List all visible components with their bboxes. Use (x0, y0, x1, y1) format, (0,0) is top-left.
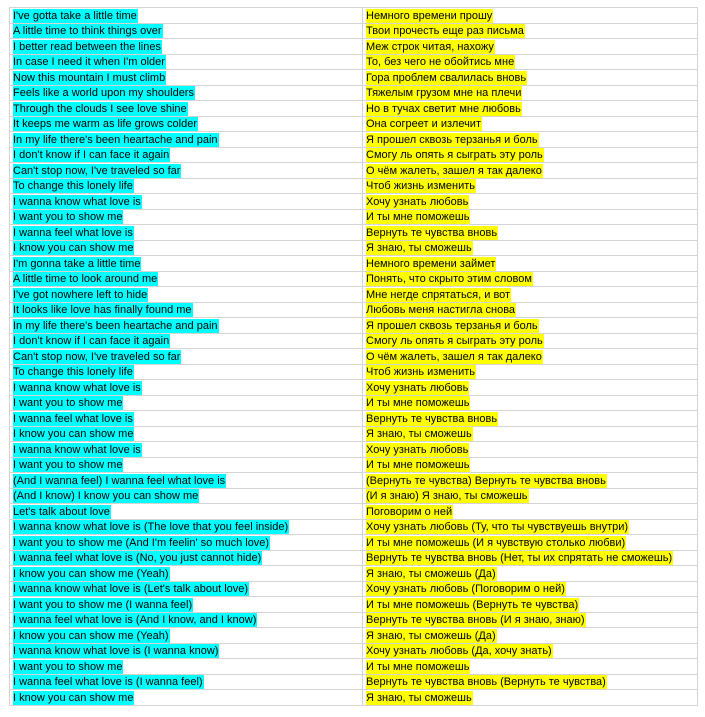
english-lyric-text: I wanna feel what love is (I wanna feel) (13, 676, 203, 688)
cell-english[interactable] (10, 550, 363, 566)
cell-russian[interactable] (363, 39, 698, 55)
english-lyric-text: To change this lonely life (13, 366, 133, 378)
english-lyric-text: I want you to show me (And I'm feelin' so much love) (13, 536, 270, 549)
english-lyric-text: Now this mountain I must climb (13, 71, 166, 84)
cell-english[interactable] (10, 426, 363, 442)
cell-russian[interactable] (363, 256, 698, 272)
table-row (10, 411, 698, 427)
russian-translation-text: Любовь меня настигла снова (366, 304, 516, 316)
cell-english[interactable] (10, 690, 363, 706)
cell-russian[interactable] (363, 318, 698, 334)
cell-english[interactable] (10, 23, 363, 39)
english-lyric-text: I know you can show me (Yeah) (13, 567, 169, 580)
lyrics-table (9, 7, 698, 706)
english-lyric-text: I wanna feel what love is (13, 412, 133, 425)
table-row (10, 349, 698, 365)
english-lyric-text: I don't know if I can face it again (13, 335, 170, 347)
table-row (10, 116, 698, 132)
table-row (10, 380, 698, 396)
russian-translation-text: Немного времени займет (366, 257, 496, 270)
russian-translation-text: О чём жалеть, зашел я так далеко (366, 164, 542, 177)
cell-russian[interactable] (363, 349, 698, 365)
cell-russian[interactable] (363, 628, 698, 644)
cell-english[interactable] (10, 318, 363, 334)
table-row (10, 209, 698, 225)
cell-english[interactable] (10, 519, 363, 535)
table-row (10, 566, 698, 582)
russian-translation-text: Я знаю, ты сможешь (366, 242, 472, 254)
cell-russian[interactable] (363, 690, 698, 706)
english-lyric-text: A little time to look around me (13, 273, 158, 285)
cell-english[interactable] (10, 488, 363, 504)
russian-translation-text: Я прошел сквозь терзанья и боль (366, 133, 538, 146)
cell-english[interactable] (10, 116, 363, 132)
english-lyric-text: Can't stop now, I've traveled so far (13, 164, 181, 177)
english-lyric-text: Can't stop now, I've traveled so far (13, 350, 181, 363)
cell-english[interactable] (10, 240, 363, 256)
cell-english[interactable] (10, 612, 363, 628)
cell-english[interactable] (10, 39, 363, 55)
cell-russian[interactable] (363, 147, 698, 163)
english-lyric-text: I wanna know what love is (13, 195, 141, 208)
cell-russian[interactable] (363, 597, 698, 613)
english-lyric-text: A little time to think things over (13, 25, 162, 37)
russian-translation-text: То, без чего не обойтись мне (366, 56, 515, 68)
russian-translation-text: Я знаю, ты сможешь (366, 691, 472, 704)
russian-translation-text: (И я знаю) Я знаю, ты сможешь (366, 490, 528, 502)
english-lyric-text: I want you to show me (13, 459, 123, 471)
russian-translation-text: (Вернуть те чувства) Вернуть те чувства вновь (366, 474, 606, 487)
cell-russian[interactable] (363, 581, 698, 597)
russian-translation-text: И ты мне поможешь (И я чувствую столько любви) (366, 536, 626, 549)
russian-translation-text: Вернуть те чувства вновь (Вернуть те чувства) (366, 676, 606, 688)
spreadsheet-sheet (9, 7, 697, 706)
cell-english[interactable] (10, 209, 363, 225)
english-lyric-text: I better read between the lines (13, 40, 161, 53)
russian-translation-text: Меж строк читая, нахожу (366, 40, 494, 53)
russian-translation-text: И ты мне поможешь (366, 397, 470, 409)
table-row (10, 54, 698, 70)
cell-english[interactable] (10, 302, 363, 318)
table-row (10, 287, 698, 303)
english-lyric-text: (And I know) I know you can show me (13, 490, 199, 502)
russian-translation-text: О чём жалеть, зашел я так далеко (366, 350, 542, 363)
russian-translation-text: Вернуть те чувства вновь (366, 412, 498, 425)
table-row (10, 519, 698, 535)
cell-english[interactable] (10, 674, 363, 690)
table-row (10, 659, 698, 675)
russian-translation-text: Я знаю, ты сможешь (366, 428, 472, 440)
cell-english[interactable] (10, 194, 363, 210)
table-row (10, 333, 698, 349)
english-lyric-text: Let's talk about love (13, 505, 110, 518)
cell-russian[interactable] (363, 163, 698, 179)
table-row (10, 442, 698, 458)
english-lyric-text: I wanna know what love is (The love that you feel inside) (13, 521, 289, 533)
cell-russian[interactable] (363, 209, 698, 225)
cell-english[interactable] (10, 349, 363, 365)
english-lyric-text: Feels like a world upon my shoulders (13, 87, 194, 99)
russian-translation-text: Хочу узнать любовь (Да, хочу знать) (366, 645, 552, 657)
table-row (10, 643, 698, 659)
cell-english[interactable] (10, 473, 363, 489)
table-row (10, 612, 698, 628)
english-lyric-text: I'm gonna take a little time (13, 257, 141, 270)
table-row (10, 39, 698, 55)
table-row (10, 488, 698, 504)
cell-english[interactable] (10, 271, 363, 287)
english-lyric-text: I want you to show me (13, 397, 123, 409)
cell-english[interactable] (10, 178, 363, 194)
english-lyric-text: In my life there's been heartache and pain (13, 319, 218, 332)
russian-translation-text: И ты мне поможешь (366, 211, 470, 223)
russian-translation-text: Вернуть те чувства вновь (366, 226, 498, 239)
russian-translation-text: Смогу ль опять я сыграть эту роль (366, 149, 543, 161)
english-lyric-text: I know you can show me (13, 691, 134, 704)
cell-russian[interactable] (363, 442, 698, 458)
table-row (10, 70, 698, 86)
cell-russian[interactable] (363, 54, 698, 70)
russian-translation-text: Твои прочесть еще раз письма (366, 25, 524, 37)
table-row (10, 628, 698, 644)
cell-english[interactable] (10, 442, 363, 458)
russian-translation-text: Я знаю, ты сможешь (Да) (366, 629, 496, 642)
cell-english[interactable] (10, 8, 363, 24)
cell-english[interactable] (10, 287, 363, 303)
cell-english[interactable] (10, 163, 363, 179)
cell-russian[interactable] (363, 132, 698, 148)
russian-translation-text: Мне негде спрятаться, и вот (366, 288, 511, 301)
russian-translation-text: Она согреет и излечит (366, 118, 481, 130)
cell-russian[interactable] (363, 8, 698, 24)
cell-russian[interactable] (363, 23, 698, 39)
table-row (10, 473, 698, 489)
table-row (10, 256, 698, 272)
russian-translation-text: Поговорим о ней (366, 505, 453, 518)
english-lyric-text: I wanna feel what love is (No, you just cannot hide) (13, 552, 262, 564)
cell-russian[interactable] (363, 333, 698, 349)
lyrics-table-body (10, 8, 698, 706)
english-lyric-text: I know you can show me (Yeah) (13, 629, 169, 642)
russian-translation-text: Хочу узнать любовь (366, 443, 469, 456)
table-row (10, 178, 698, 194)
table-row (10, 240, 698, 256)
cell-english[interactable] (10, 380, 363, 396)
russian-translation-text: Тяжелым грузом мне на плечи (366, 87, 522, 99)
cell-english[interactable] (10, 566, 363, 582)
cell-russian[interactable] (363, 116, 698, 132)
table-row (10, 271, 698, 287)
cell-english[interactable] (10, 85, 363, 101)
english-lyric-text: I wanna feel what love is (And I know, and I know) (13, 614, 257, 626)
cell-english[interactable] (10, 457, 363, 473)
english-lyric-text: I know you can show me (13, 428, 134, 440)
cell-english[interactable] (10, 225, 363, 241)
cell-english[interactable] (10, 659, 363, 675)
english-lyric-text: It looks like love has finally found me (13, 304, 192, 316)
cell-english[interactable] (10, 411, 363, 427)
table-row (10, 163, 698, 179)
cell-russian[interactable] (363, 271, 698, 287)
russian-translation-text: Чтоб жизнь изменить (366, 180, 475, 192)
english-lyric-text: In case I need it when I'm older (13, 56, 165, 68)
russian-translation-text: Хочу узнать любовь (Поговорим о ней) (366, 583, 565, 595)
english-lyric-text: Through the clouds I see love shine (13, 102, 187, 115)
cell-english[interactable] (10, 643, 363, 659)
cell-russian[interactable] (363, 643, 698, 659)
table-row (10, 426, 698, 442)
russian-translation-text: И ты мне поможешь (366, 660, 470, 673)
cell-russian[interactable] (363, 473, 698, 489)
table-row (10, 132, 698, 148)
cell-russian[interactable] (363, 194, 698, 210)
cell-russian[interactable] (363, 395, 698, 411)
russian-translation-text: И ты мне поможешь (366, 459, 470, 471)
cell-english[interactable] (10, 535, 363, 551)
english-lyric-text: It keeps me warm as life grows colder (13, 118, 198, 130)
cell-russian[interactable] (363, 380, 698, 396)
russian-translation-text: Понять, что скрыто этим словом (366, 273, 532, 285)
table-row (10, 597, 698, 613)
english-lyric-text: (And I wanna feel) I wanna feel what love is (13, 474, 226, 487)
cell-russian[interactable] (363, 411, 698, 427)
russian-translation-text: Вернуть те чувства вновь (И я знаю, знаю) (366, 614, 585, 626)
cell-russian[interactable] (363, 70, 698, 86)
cell-russian[interactable] (363, 488, 698, 504)
english-lyric-text: I wanna know what love is (I wanna know) (13, 645, 219, 657)
table-row (10, 674, 698, 690)
cell-russian[interactable] (363, 178, 698, 194)
table-row (10, 8, 698, 24)
russian-translation-text: Я знаю, ты сможешь (Да) (366, 567, 496, 580)
table-row (10, 581, 698, 597)
cell-english[interactable] (10, 101, 363, 117)
english-lyric-text: I want you to show me (I wanna feel) (13, 598, 193, 611)
russian-translation-text: И ты мне поможешь (Вернуть те чувства) (366, 598, 579, 611)
table-row (10, 395, 698, 411)
table-row (10, 457, 698, 473)
cell-russian[interactable] (363, 674, 698, 690)
cell-russian[interactable] (363, 85, 698, 101)
table-row (10, 690, 698, 706)
russian-translation-text: Но в тучах светит мне любовь (366, 102, 521, 115)
cell-english[interactable] (10, 70, 363, 86)
cell-russian[interactable] (363, 535, 698, 551)
english-lyric-text: I know you can show me (13, 242, 134, 254)
russian-translation-text: Хочу узнать любовь (366, 195, 469, 208)
russian-translation-text: Смогу ль опять я сыграть эту роль (366, 335, 543, 347)
cell-russian[interactable] (363, 519, 698, 535)
english-lyric-text: I want you to show me (13, 211, 123, 223)
cell-russian[interactable] (363, 457, 698, 473)
cell-english[interactable] (10, 364, 363, 380)
cell-russian[interactable] (363, 225, 698, 241)
cell-russian[interactable] (363, 566, 698, 582)
cell-english[interactable] (10, 333, 363, 349)
cell-russian[interactable] (363, 287, 698, 303)
russian-translation-text: Я прошел сквозь терзанья и боль (366, 319, 538, 332)
table-row (10, 147, 698, 163)
english-lyric-text: I wanna know what love is (Let's talk about love) (13, 583, 249, 595)
cell-english[interactable] (10, 132, 363, 148)
cell-russian[interactable] (363, 302, 698, 318)
cell-russian[interactable] (363, 101, 698, 117)
russian-translation-text: Хочу узнать любовь (366, 381, 469, 394)
cell-russian[interactable] (363, 550, 698, 566)
table-row (10, 23, 698, 39)
cell-english[interactable] (10, 147, 363, 163)
cell-russian[interactable] (363, 364, 698, 380)
cell-english[interactable] (10, 395, 363, 411)
russian-translation-text: Вернуть те чувства вновь (Нет, ты их спрятать не сможешь) (366, 552, 673, 564)
table-row (10, 225, 698, 241)
english-lyric-text: I wanna know what love is (13, 381, 141, 394)
cell-russian[interactable] (363, 426, 698, 442)
russian-translation-text: Чтоб жизнь изменить (366, 366, 475, 378)
table-row (10, 101, 698, 117)
table-row (10, 364, 698, 380)
cell-russian[interactable] (363, 612, 698, 628)
cell-english[interactable] (10, 628, 363, 644)
table-row (10, 550, 698, 566)
english-lyric-text: I wanna know what love is (13, 443, 141, 456)
cell-english[interactable] (10, 54, 363, 70)
table-row (10, 504, 698, 520)
russian-translation-text: Гора проблем свалилась вновь (366, 71, 527, 84)
cell-english[interactable] (10, 256, 363, 272)
english-lyric-text: I want you to show me (13, 660, 123, 673)
cell-russian[interactable] (363, 659, 698, 675)
english-lyric-text: In my life there's been heartache and pain (13, 133, 218, 146)
english-lyric-text: I've got nowhere left to hide (13, 288, 148, 301)
english-lyric-text: To change this lonely life (13, 180, 133, 192)
table-row (10, 302, 698, 318)
russian-translation-text: Немного времени прошу (366, 9, 493, 22)
table-row (10, 535, 698, 551)
english-lyric-text: I don't know if I can face it again (13, 149, 170, 161)
cell-english[interactable] (10, 581, 363, 597)
table-row (10, 318, 698, 334)
table-row (10, 85, 698, 101)
cell-russian[interactable] (363, 504, 698, 520)
table-row (10, 194, 698, 210)
english-lyric-text: I wanna feel what love is (13, 226, 133, 239)
russian-translation-text: Хочу узнать любовь (Ту, что ты чувствуешь внутри) (366, 521, 629, 533)
cell-russian[interactable] (363, 240, 698, 256)
english-lyric-text: I've gotta take a little time (13, 9, 137, 22)
cell-english[interactable] (10, 597, 363, 613)
cell-english[interactable] (10, 504, 363, 520)
